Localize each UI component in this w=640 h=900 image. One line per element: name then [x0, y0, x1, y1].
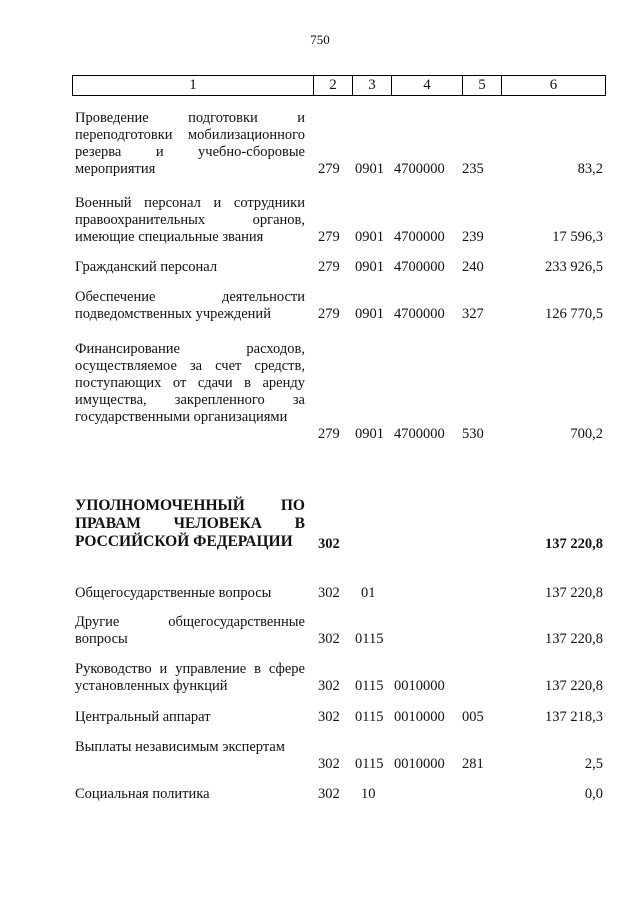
table-row	[0, 585, 640, 602]
header-col-5: 5	[462, 76, 501, 95]
row-code-2: 302	[318, 585, 340, 601]
row-code-3: 10	[361, 786, 376, 802]
table-row	[0, 614, 640, 648]
row-amount: 2,5	[584, 756, 603, 772]
row-name: Военный персонал и сотрудники правоохранительных органов, имеющие специальные звания	[75, 195, 305, 245]
table-row	[0, 709, 640, 726]
row-code-2: 302	[318, 709, 340, 725]
table-header	[72, 75, 606, 96]
row-name: Проведение подготовки и переподготовки мобилизационного резерва и учебно-сборовые мероприятия	[75, 110, 305, 177]
row-amount: 700,2	[570, 426, 603, 442]
section-heading-row	[0, 497, 640, 553]
row-code-2: 302	[318, 786, 340, 802]
row-code-2: 279	[318, 306, 340, 322]
row-name: Социальная политика	[75, 786, 210, 802]
row-amount: 17 596,3	[552, 229, 603, 245]
row-code-4: 0010000	[394, 756, 445, 772]
row-name: Выплаты независимым экспертам	[75, 739, 285, 755]
row-name: Руководство и управление в сфере установленных функций	[75, 661, 305, 694]
row-amount: 0,0	[584, 786, 603, 802]
row-amount: 233 926,5	[545, 259, 603, 275]
row-code-3: 0901	[355, 161, 384, 177]
header-col-6: 6	[501, 76, 605, 95]
row-code-4: 4700000	[394, 426, 445, 442]
row-name: Общегосударственные вопросы	[75, 585, 272, 601]
row-amount: 126 770,5	[545, 306, 603, 322]
row-code-5: 005	[462, 709, 484, 725]
row-amount: 137 218,3	[545, 709, 603, 725]
row-code-3: 0115	[355, 756, 384, 772]
table-row	[0, 110, 640, 178]
table-row	[0, 341, 640, 443]
header-col-1: 1	[189, 77, 197, 93]
row-code-3: 0115	[355, 631, 384, 647]
row-code-4: 4700000	[394, 161, 445, 177]
row-code-2: 302	[318, 756, 340, 772]
row-code-2: 279	[318, 161, 340, 177]
row-code-2: 279	[318, 229, 340, 245]
row-code-2: 302	[318, 678, 340, 694]
row-code-3: 0901	[355, 426, 384, 442]
row-code-4: 4700000	[394, 259, 445, 275]
table-row	[0, 289, 640, 323]
row-code-3: 01	[361, 585, 376, 601]
table-row	[0, 661, 640, 695]
header-col-2: 2	[313, 76, 352, 95]
row-code-2: 279	[318, 426, 340, 442]
row-code-5: 240	[462, 259, 484, 275]
row-code-3: 0901	[355, 259, 384, 275]
row-code-2: 302	[318, 631, 340, 647]
row-code-3: 0901	[355, 306, 384, 322]
row-name: Центральный аппарат	[75, 709, 211, 725]
row-code-5: 239	[462, 229, 484, 245]
row-name: Другие общегосударственные вопросы	[75, 614, 305, 647]
row-code-3: 0901	[355, 229, 384, 245]
row-code-3: 0115	[355, 709, 384, 725]
page-number: 750	[310, 32, 330, 47]
row-code-4: 0010000	[394, 678, 445, 694]
table-row	[0, 195, 640, 246]
row-code-5: 530	[462, 426, 484, 442]
row-amount: 137 220,8	[545, 585, 603, 601]
row-code-3: 0115	[355, 678, 384, 694]
row-amount: 137 220,8	[545, 678, 603, 694]
row-code-2: 279	[318, 259, 340, 275]
row-name: Финансирование расходов, осуществляемое за счет средств, поступающих от сдачи в аренду имущества, закрепленного за государственными организациями	[75, 341, 305, 425]
row-code-4: 0010000	[394, 709, 445, 725]
table-row	[0, 786, 640, 803]
table-row	[0, 259, 640, 276]
row-code-5: 327	[462, 306, 484, 322]
header-col-4: 4	[391, 76, 462, 95]
row-code-5: 281	[462, 756, 484, 772]
table-row	[0, 739, 640, 773]
section-heading: УПОЛНОМОЧЕННЫЙ ПО ПРАВАМ ЧЕЛОВЕКА В РОССИЙСКОЙ ФЕДЕРАЦИИ	[75, 497, 305, 550]
row-code-2: 302	[318, 536, 340, 552]
row-amount: 137 220,8	[545, 536, 603, 552]
row-amount: 137 220,8	[545, 631, 603, 647]
row-amount: 83,2	[577, 161, 603, 177]
row-code-4: 4700000	[394, 229, 445, 245]
row-name: Обеспечение деятельности подведомственных учреждений	[75, 289, 305, 322]
row-name: Гражданский персонал	[75, 259, 218, 275]
header-col-3: 3	[352, 76, 391, 95]
row-code-5: 235	[462, 161, 484, 177]
row-code-4: 4700000	[394, 306, 445, 322]
